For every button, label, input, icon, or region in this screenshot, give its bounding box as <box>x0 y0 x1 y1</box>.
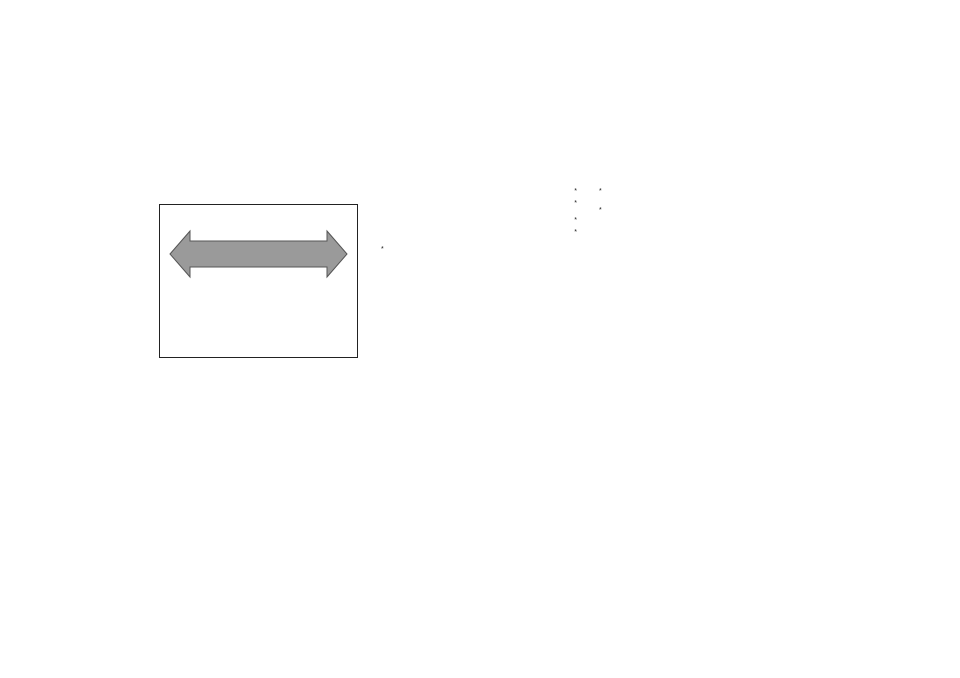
3mz-with-towing-row <box>381 215 577 227</box>
asterisk: * <box>574 217 577 224</box>
column-2 <box>381 176 577 273</box>
oil-viscosity-figure <box>159 204 358 358</box>
viscosity-chart <box>160 205 357 357</box>
2az-with-towing-row <box>381 186 577 198</box>
asterisk: * <box>574 188 577 195</box>
open-voltage-label: * <box>599 188 602 195</box>
voltage-note: * <box>599 207 602 214</box>
2az-without-towing-row <box>381 198 577 210</box>
column-3 <box>599 176 801 244</box>
3mz-without-towing-row <box>381 227 577 239</box>
asterisk: * <box>574 229 577 236</box>
towing-note: * <box>381 246 384 253</box>
viscosity-band-arrow <box>170 231 347 277</box>
asterisk: * <box>574 200 577 207</box>
